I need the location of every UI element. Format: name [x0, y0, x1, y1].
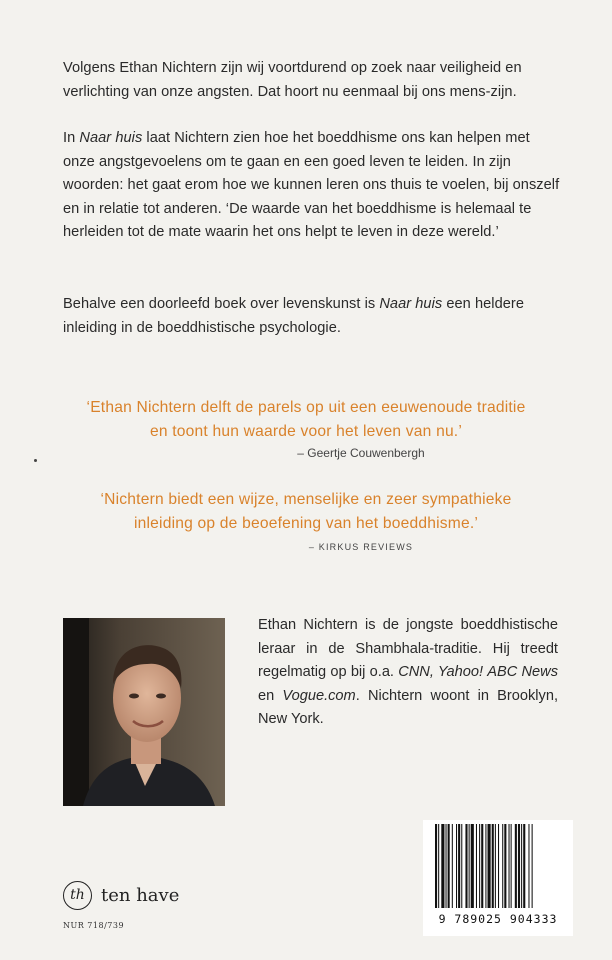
barcode: [423, 820, 573, 936]
media-outlets: CNN, Yahoo!: [398, 664, 484, 680]
publisher-name: ten have: [101, 884, 180, 906]
author-photo: [63, 618, 225, 806]
quote-2-line-1: ‘Nichtern biedt een wijze, menselijke en zeer sympathieke: [100, 491, 512, 508]
media-outlets: Vogue.com: [282, 687, 356, 704]
publisher-mark: th: [63, 881, 92, 910]
author-bio: Ethan Nichtern is de jongste boeddhistische leraar in de Shambhala-traditie. Hij treedt regelmatig op bij o.a. CNN, Yahoo! ABC News en Vogue.com. Nichtern woont in Brooklyn, New York.: [258, 617, 558, 727]
quote-2-line-2: inleiding op de beoefening van het boeddhisme.’: [133, 515, 479, 532]
barcode-bars: [423, 820, 573, 912]
intro-paragraph-2: In Naar huis laat Nichtern zien hoe het boeddhisme ons kan helpen met onze angstgevoelens om te gaan en een goed leven te leiden. In zijn woorden: het gaat erom hoe we kunnen leren ons thuis te voelen, bij onszelf en in relatie tot anderen. ‘De waarde van het boeddhisme is helemaal te herleiden tot de mate waarin het ons helpt te leven in deze wereld.’: [63, 130, 560, 240]
quote-1-line-2: en toont hun waarde voor het leven van nu.’: [149, 423, 463, 440]
intro-paragraph-1: Volgens Ethan Nichtern zijn wij voortdurend op zoek naar veiligheid en verlichting van onze angsten. Dat hoort nu eenmaal bij ons mens-zijn.: [63, 60, 522, 100]
publisher-logo: [63, 880, 179, 910]
quote-1-line-1: ‘Ethan Nichtern delft de parels op uit een eeuwenoude traditie: [86, 399, 526, 416]
nur-code: NUR 718/739: [63, 921, 125, 930]
book-title: Naar huis: [79, 130, 143, 146]
barcode-digits: 9 789025 904333: [438, 912, 558, 926]
quote-1-author: – Geertje Couwenbergh: [297, 446, 425, 460]
media-outlets: ABC News: [487, 664, 558, 680]
book-title: Naar huis: [379, 296, 443, 312]
quote-2-author: – KIRKUS REVIEWS: [308, 542, 414, 552]
intro-paragraph-3: Behalve een doorleefd boek over levenskunst is Naar huis een heldere inleiding in de boeddhistische psychologie.: [63, 296, 524, 336]
